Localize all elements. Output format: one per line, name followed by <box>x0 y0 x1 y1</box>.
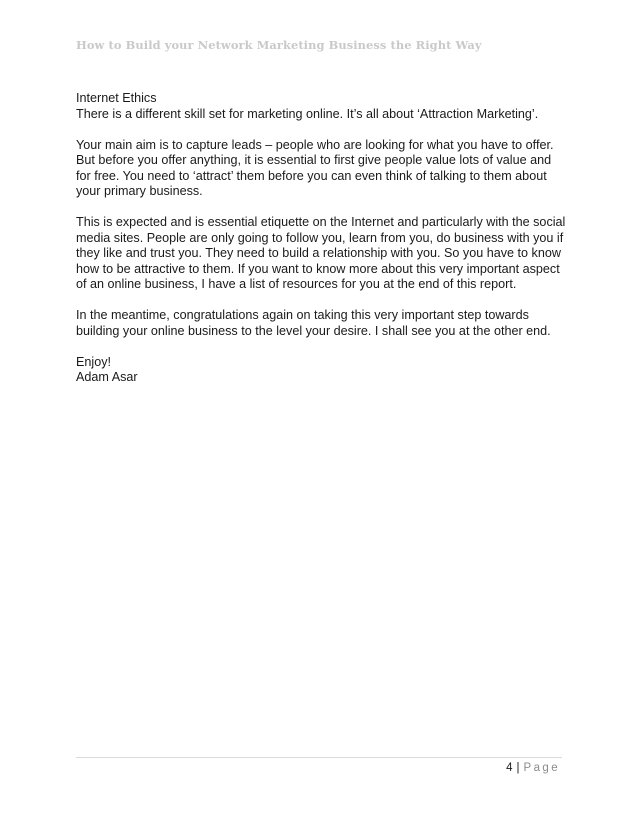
closing <box>76 355 576 386</box>
footer-divider <box>76 757 562 758</box>
paragraph-line: they like and trust you. They need to build a relationship with you. So you have to know <box>76 246 561 260</box>
paragraph-line: building your online business to the level your desire. I shall see you at the other end. <box>76 323 551 338</box>
signoff-text: Enjoy! <box>76 354 112 369</box>
page-footer <box>506 762 560 774</box>
paragraph-line: This is expected and is essential etiquette on the Internet and particularly with the social <box>76 215 566 229</box>
paragraph-line: Your main aim is to capture leads – people who are looking for what you have to offer. <box>76 137 554 152</box>
paragraph-line: But before you offer anything, it is essential to first give people value lots of value and <box>76 153 552 167</box>
paragraph-line: of an online business, I have a list of resources for you at the end of this report. <box>76 277 517 291</box>
paragraph-line: In the meantime, congratulations again on taking this very important step towards <box>76 308 529 322</box>
running-header: How to Build your Network Marketing Business the Right Way <box>76 38 482 52</box>
paragraph-line: for free. You need to ‘attract’ them before you can even think of talking to them about <box>76 168 547 183</box>
page-body <box>76 91 576 401</box>
paragraph-line: your primary business. <box>76 184 203 198</box>
section-heading: Internet Ethics <box>76 91 157 105</box>
page-number: 4 <box>506 762 513 774</box>
paragraph-leads <box>76 138 576 200</box>
footer-separator: | <box>516 762 520 774</box>
paragraph-line: media sites. People are only going to follow you, learn from you, do business with you if <box>76 230 564 245</box>
author-name: Adam Asar <box>76 370 138 384</box>
paragraph-congratulations <box>76 308 576 339</box>
page-label: Page <box>523 762 560 774</box>
section-intro <box>76 91 576 122</box>
paragraph-etiquette <box>76 215 576 293</box>
paragraph-line: how to be attractive to them. If you want to know more about this very important aspect <box>76 261 560 276</box>
intro-sentence: There is a different skill set for marketing online. It’s all about ‘Attraction Marketing’. <box>76 106 539 121</box>
